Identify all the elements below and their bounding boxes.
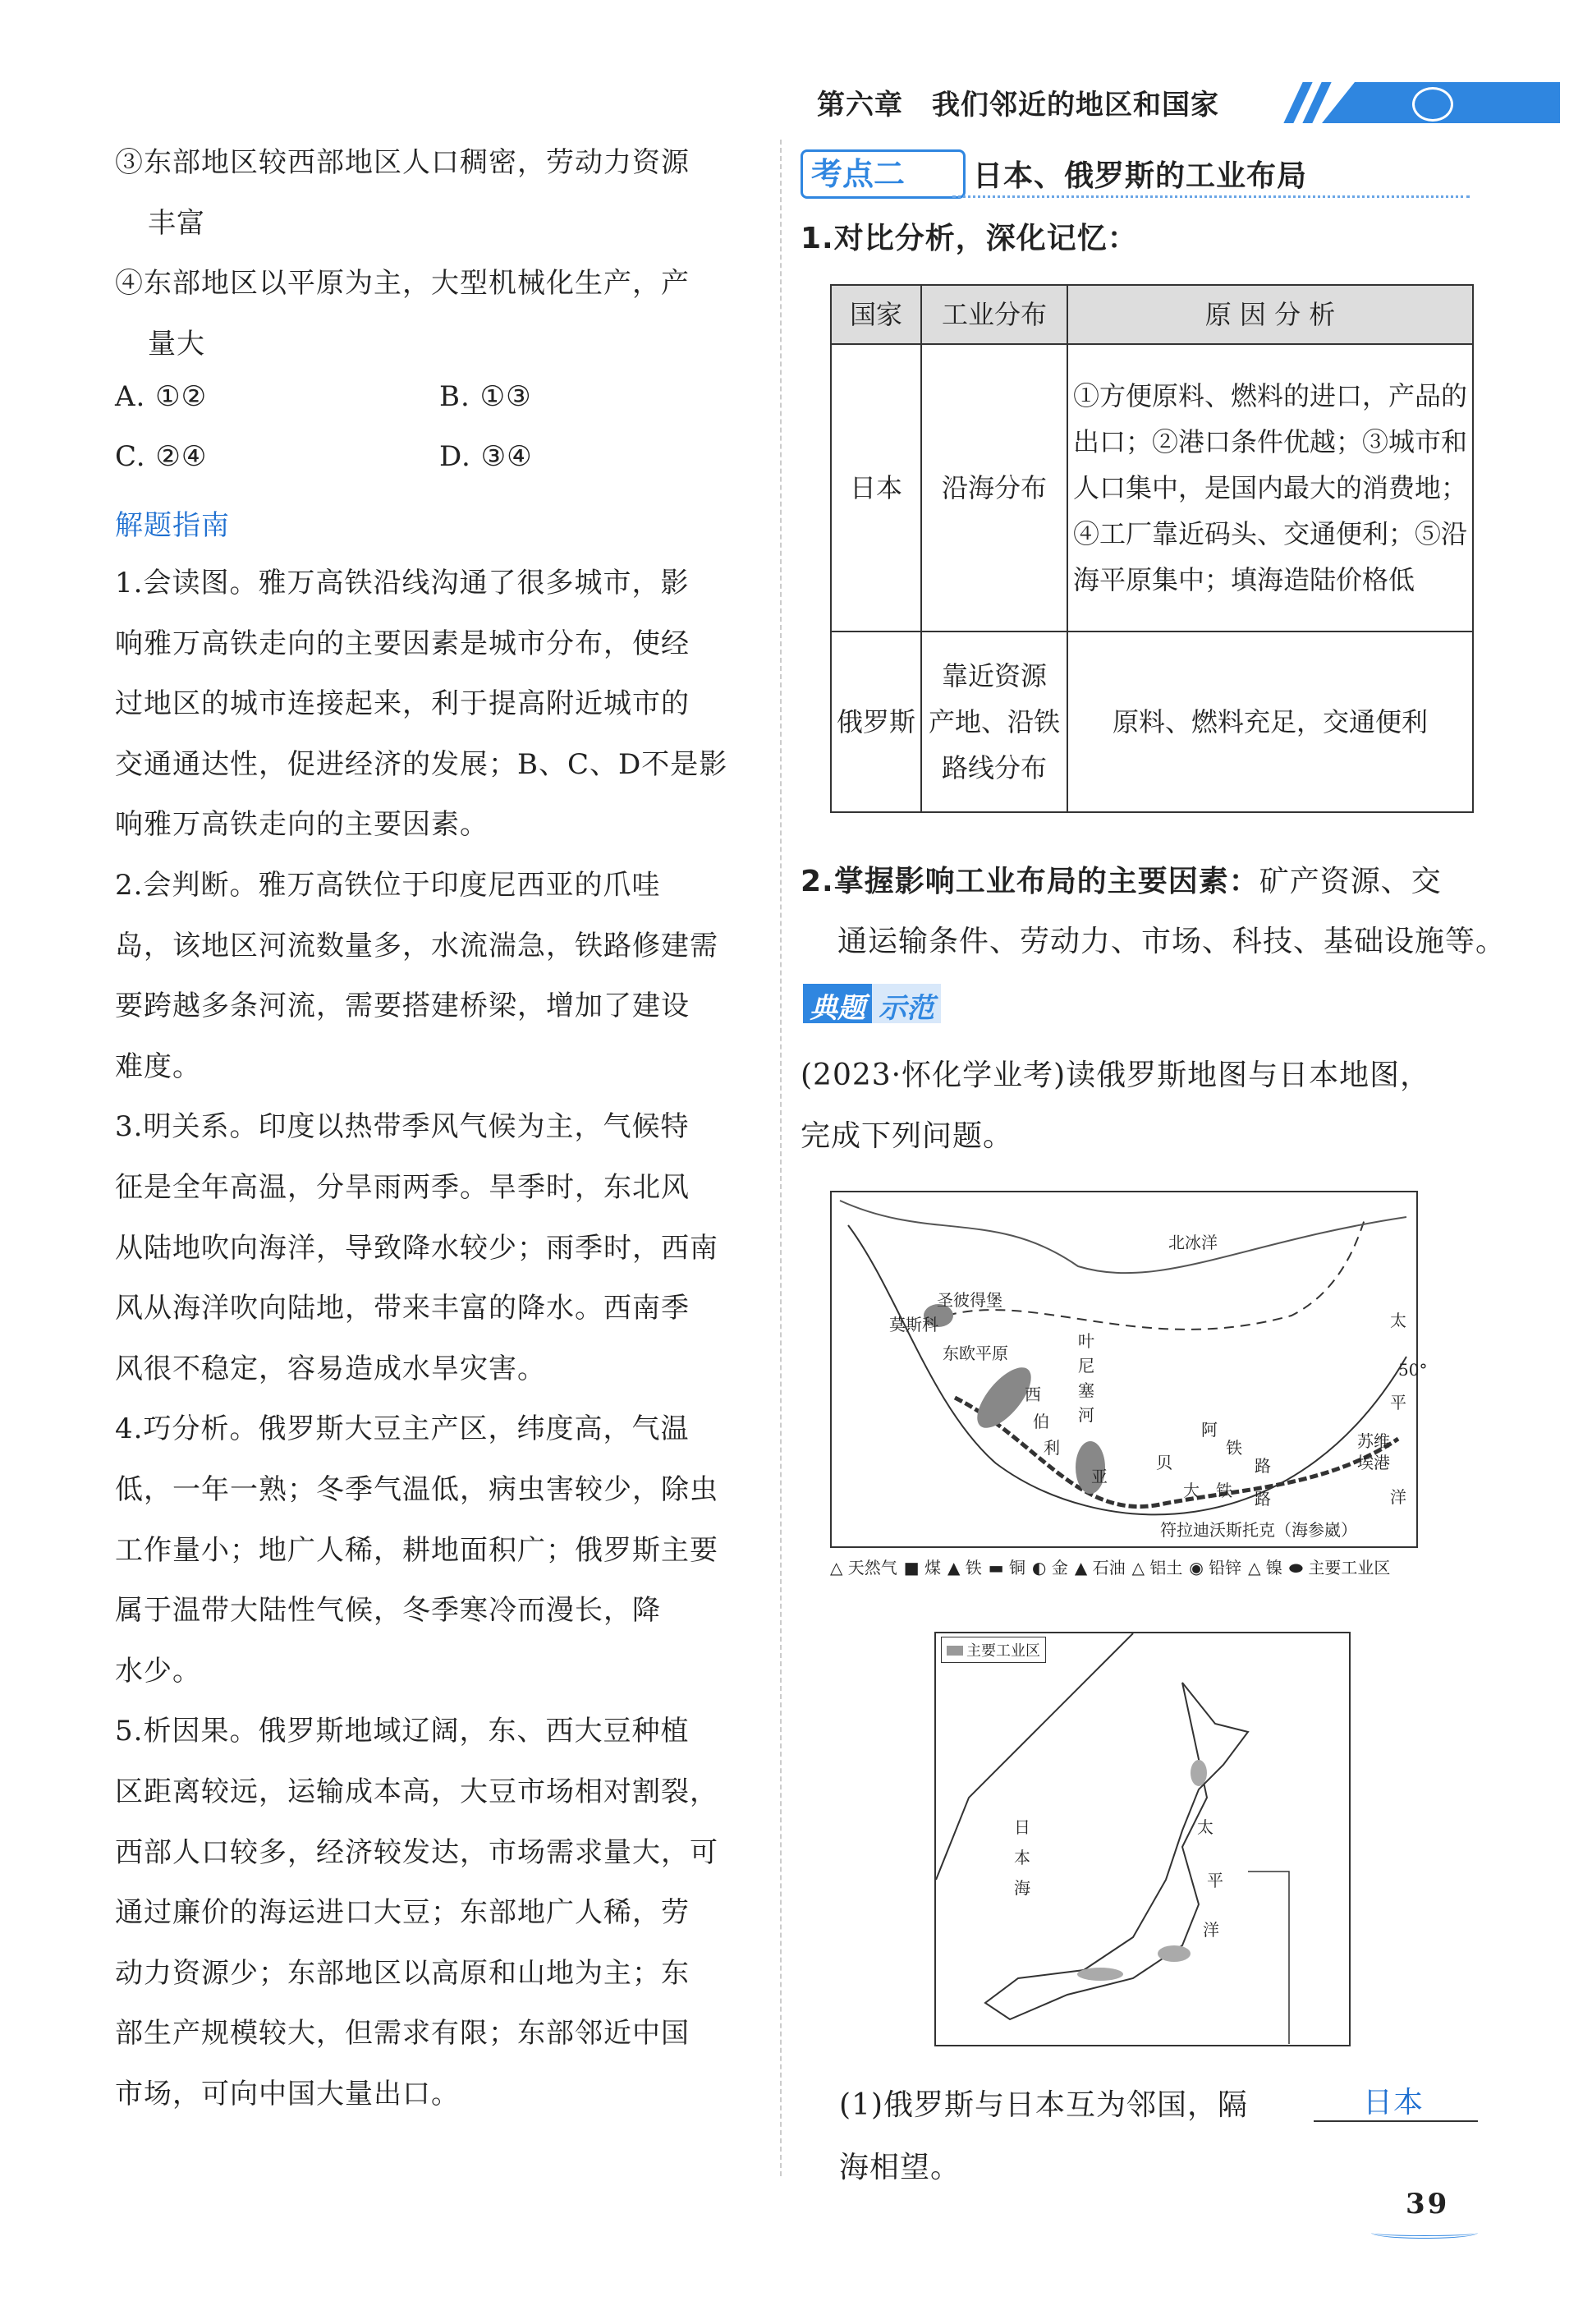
legend-label: 主要工业区: [966, 1642, 1040, 1660]
legend-label: 金: [1051, 1558, 1068, 1578]
guide-line: 3.明关系。印度以热带季风气候为主，气候特: [115, 1110, 690, 1144]
logo-icon: [1412, 87, 1453, 122]
choice-d: D. ③④: [439, 440, 533, 473]
option-line: 量大: [148, 328, 205, 361]
example-tag-part: 典题: [803, 984, 872, 1023]
reason-line: 人口集中，是国内最大的消费地；: [1072, 472, 1467, 503]
dist-line: 靠近资源: [941, 660, 1047, 691]
legend-label: 铝土: [1149, 1558, 1183, 1578]
guide-line: 2.会判断。雅万高铁位于印度尼西亚的爪哇: [115, 869, 661, 902]
question-line: (2023·怀化学业考)读俄罗斯地图与日本地图，: [801, 1059, 1431, 1092]
guide-line: 5.析因果。俄罗斯地域辽阔，东、西大豆种植: [115, 1715, 690, 1748]
guide-line: 属于温带大陆性气候，冬季寒冷而漫长，降: [115, 1594, 661, 1628]
reason-cell: [1067, 344, 1473, 632]
guide-line: 区距离较远，运输成本高，大豆市场相对割裂，: [115, 1775, 718, 1808]
japan-map: [934, 1632, 1351, 2046]
legend-label: 铅锌: [1209, 1558, 1242, 1578]
guide-line: 西部人口较多，经济较发达，市场需求量大，可: [115, 1835, 718, 1869]
map-label: 日: [1014, 1817, 1030, 1837]
col-header: 国家: [831, 285, 921, 344]
country-cell: 日本: [831, 344, 921, 632]
map-label: 埃港: [1357, 1453, 1390, 1472]
guide-line: 通过廉价的海运进口大豆；东部地广人稀，劳: [115, 1896, 690, 1930]
map-label: 铁: [1226, 1438, 1242, 1458]
legend-item: ■ 煤: [903, 1558, 942, 1578]
map-label: 符拉迪沃斯托克（海参崴）: [1160, 1520, 1357, 1540]
legend-label: 铁: [965, 1558, 982, 1578]
map-label: 尼: [1078, 1356, 1094, 1376]
map-label: 太: [1197, 1817, 1213, 1837]
map-label: 50°: [1398, 1360, 1428, 1380]
page-number: 39: [1406, 2188, 1450, 2221]
example-tag: [803, 984, 941, 1023]
guide-line: 水少。: [115, 1654, 201, 1688]
legend-item: ◐ 金: [1032, 1558, 1068, 1578]
reason-line: ①方便原料、燃料的进口，产品的: [1072, 380, 1467, 411]
dist-line: 产地、沿铁: [928, 706, 1060, 737]
example-tag-part: 示范: [872, 984, 941, 1023]
map-label: 阿: [1201, 1420, 1218, 1440]
item-2-text: 矿产资源、交: [1259, 865, 1442, 898]
russia-map-legend: [830, 1555, 1397, 1578]
option-line: 丰富: [148, 207, 205, 240]
guide-line: 征是全年高温，分旱雨两季。旱季时，东北风: [115, 1171, 690, 1204]
choice-a: A. ①②: [115, 380, 208, 413]
guide-line: 交通通达性，促进经济的发展；B、C、D不是影: [115, 747, 728, 781]
map-label: 塞: [1078, 1380, 1094, 1400]
map-label: 利: [1044, 1438, 1060, 1458]
guide-line: 响雅万高铁走向的主要因素。: [115, 808, 489, 842]
map-label: 莫斯科: [889, 1315, 938, 1334]
country-cell: 俄罗斯: [831, 632, 921, 812]
col-header: 原 因 分 析: [1067, 285, 1473, 344]
map-label: 圣彼得堡: [937, 1290, 1002, 1310]
legend-label: 主要工业区: [1308, 1558, 1391, 1578]
map-label: 河: [1078, 1405, 1094, 1425]
legend-item: ▬ 铜: [988, 1558, 1026, 1578]
map-label: 贝: [1156, 1453, 1172, 1472]
guide-line: 岛，该地区河流数量多，水流湍急，铁路修建需: [115, 929, 718, 962]
guide-line: 过地区的城市连接起来，利于提高附近城市的: [115, 687, 690, 721]
map-label: 北冰洋: [1168, 1233, 1218, 1252]
map-label: 伯: [1033, 1412, 1049, 1431]
legend-item: ◉ 铅锌: [1189, 1558, 1242, 1578]
legend-label: 天然气: [847, 1558, 897, 1578]
map-label: 铁: [1216, 1481, 1232, 1500]
map-label: 叶: [1078, 1331, 1094, 1351]
reason-line: 海平原集中；填海造陆价格低: [1072, 564, 1415, 595]
divider: [952, 195, 1470, 198]
item-2: [801, 858, 1442, 900]
russia-map: [830, 1191, 1428, 1548]
guide-line: 要跨越多条河流，需要搭建桥梁，增加了建设: [115, 990, 690, 1023]
guide-line: 1.会读图。雅万高铁沿线沟通了很多城市，影: [115, 567, 690, 599]
dist-line: 路线分布: [941, 752, 1047, 783]
legend-label: 铜: [1009, 1558, 1026, 1578]
map-label: 洋: [1203, 1920, 1219, 1940]
q1-answer: 日本: [1363, 2086, 1425, 2120]
choice-c: C. ②④: [115, 440, 208, 473]
reason-cell: 原料、燃料充足，交通便利: [1067, 632, 1473, 812]
map-label: 路: [1255, 1489, 1271, 1509]
section-title: 日本、俄罗斯的工业布局: [973, 159, 1308, 193]
legend-item: ▲ 铁: [947, 1558, 982, 1578]
map-label: 平: [1390, 1393, 1406, 1412]
dist-cell: [921, 632, 1067, 812]
guide-line: 动力资源少；东部地区以高原和山地为主；东: [115, 1956, 690, 1990]
table-row: [831, 344, 1473, 632]
q1-prefix: (1)俄罗斯与日本互为邻国，隔: [839, 2088, 1248, 2122]
guide-line: 部生产规模较大，但需求有限；东部邻近中国: [115, 2017, 690, 2051]
guide-line: 风很不稳定，容易造成水旱灾害。: [115, 1352, 546, 1385]
guide-line: 响雅万高铁走向的主要因素是城市分布，使经: [115, 627, 690, 660]
item-2-heading: 2.掌握影响工业布局的主要因素：: [801, 865, 1259, 898]
guide-line: 风从海洋吹向陆地，带来丰富的降水。西南季: [115, 1292, 690, 1325]
dist-cell: 沿海分布: [921, 344, 1067, 632]
guide-line: 低，一年一熟；冬季气温低，病虫害较少，除虫: [115, 1473, 718, 1506]
map-label: 东欧平原: [943, 1343, 1008, 1363]
map-label: 西: [1025, 1385, 1041, 1404]
chapter-header: 第六章 我们邻近的地区和国家: [817, 89, 1219, 122]
comparison-table: [830, 284, 1474, 813]
option-line: ③东部地区较西部地区人口稠密，劳动力资源: [115, 146, 690, 179]
item-2-line2: 通运输条件、劳动力、市场、科技、基础设施等。: [837, 925, 1507, 958]
map-label: 大: [1183, 1481, 1200, 1500]
guide-line: 4.巧分析。俄罗斯大豆主产区，纬度高，气温: [115, 1412, 690, 1446]
map-label: 平: [1207, 1871, 1223, 1890]
map-label: 亚: [1091, 1467, 1108, 1486]
table-row: [831, 632, 1473, 812]
japan-map-drawing: [936, 1633, 1349, 2045]
book-icon: [1371, 2227, 1478, 2239]
choice-b: B. ①③: [439, 380, 532, 413]
legend-label: 煤: [924, 1558, 942, 1578]
guide-line: 难度。: [115, 1049, 201, 1083]
reason-line: ④工厂靠近码头、交通便利；⑤沿: [1072, 518, 1467, 549]
col-header: 工业分布: [921, 285, 1067, 344]
legend-label: 石油: [1092, 1558, 1126, 1578]
guide-title: 解题指南: [115, 509, 230, 542]
guide-line: 工作量小；地广人稀，耕地面积广；俄罗斯主要: [115, 1533, 718, 1567]
map-label: 苏维: [1357, 1431, 1390, 1451]
legend-item: △ 天然气: [830, 1558, 897, 1578]
q1-answer-field[interactable]: [1314, 2083, 1478, 2122]
legend-item: ⬬ 主要工业区: [1288, 1558, 1391, 1578]
question-line: 完成下列问题。: [801, 1119, 1014, 1153]
map-label: 本: [1014, 1848, 1030, 1867]
legend-item: △ 镍: [1248, 1558, 1282, 1578]
map-label: 洋: [1390, 1487, 1406, 1507]
guide-line: 市场，可向中国大量出口。: [115, 2078, 460, 2110]
column-divider: [780, 140, 782, 2176]
reason-line: 出口；②港口条件优越；③城市和: [1072, 426, 1467, 457]
map-label: 太: [1390, 1311, 1406, 1330]
map-label: 路: [1255, 1456, 1271, 1476]
option-line: ④东部地区以平原为主，大型机械化生产，产: [115, 267, 690, 300]
section-tag: 考点二: [801, 149, 966, 199]
legend-label: 镍: [1265, 1558, 1282, 1578]
item-1-heading: 1.对比分析，深化记忆：: [801, 222, 1138, 255]
q1-suffix: 海相望。: [839, 2151, 961, 2184]
guide-line: 从陆地吹向海洋，导致降水较少；雨季时，西南: [115, 1231, 718, 1265]
legend-item: △ 铝土: [1131, 1558, 1183, 1578]
map-label: 海: [1014, 1878, 1030, 1898]
russia-map-drawing: [832, 1192, 1416, 1546]
legend-item: ▲ 石油: [1074, 1558, 1126, 1578]
